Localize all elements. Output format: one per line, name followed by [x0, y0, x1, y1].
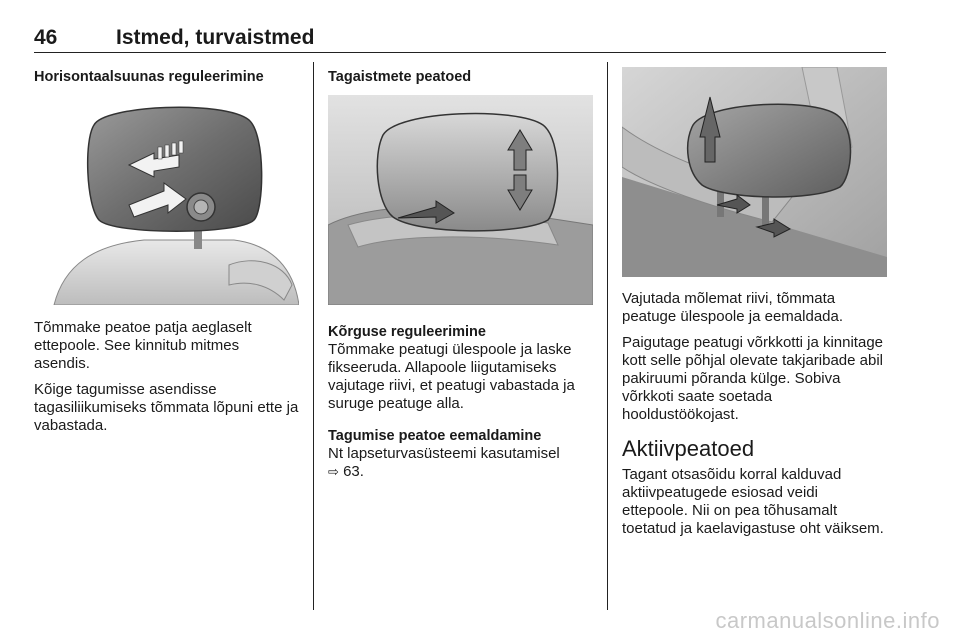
removal-text-content: Nt lapseturvasüsteemi kasutamisel	[328, 445, 560, 462]
page-header	[34, 24, 886, 53]
horizontal-adjust-text-2: Kõige tagumisse asendisse tagasiliikumiseks tõmmata lõpuni ette ja vabastada.	[34, 381, 299, 434]
watermark: carmanualsonline.info	[715, 608, 940, 633]
height-adjust-heading: Kõrguse reguleerimine	[328, 324, 486, 340]
storage-text: Paigutage peatugi võrkkotti ja kinnitage kott selle põhjal olevate takjaribade abil pakiruumi põranda külge. Sobiva võrkkoti saate soetada hooldustöökojast.	[622, 334, 884, 423]
headrest-horizontal-figure	[34, 95, 299, 305]
cross-reference-page[interactable]: 63.	[343, 463, 364, 480]
chapter-title: Istmed, turvaistmed	[116, 26, 315, 49]
column-divider-2	[607, 62, 608, 610]
removal-steps-text: Vajutada mõlemat riivi, tõmmata peatuge ülespoole ja eemaldada.	[622, 290, 844, 325]
column-divider-1	[313, 62, 314, 610]
page-number: 46	[34, 26, 58, 49]
rear-headrest-height-figure	[328, 95, 593, 305]
removal-text	[328, 445, 593, 482]
horizontal-adjust-text-1: Tõmmake peatoe patja aeglaselt ettepoole. See kinnitub mitmes asendis.	[34, 319, 252, 372]
column-2-text	[328, 323, 593, 482]
column-1-text	[34, 319, 299, 443]
column-3-text	[622, 290, 887, 546]
horizontal-adjust-heading: Horisontaalsuunas reguleerimine	[34, 69, 264, 85]
arrow-reference-icon: ⇨	[328, 465, 339, 480]
removal-heading: Tagumise peatoe eemaldamine	[328, 428, 542, 444]
column-1	[34, 68, 299, 86]
height-adjust-text: Tõmmake peatugi ülespoole ja laske fikseeruda. Allapoole liigutamiseks vajutage riivi, et peatugi vabastada ja suruge peatuge alla.	[328, 341, 575, 412]
column-2-heading	[328, 68, 593, 86]
rear-headrests-heading: Tagaistmete peatoed	[328, 69, 472, 85]
active-headrests-heading: Aktiivpeatoed	[622, 436, 755, 461]
active-headrests-text: Tagant otsasõidu korral kalduvad aktiivpeatugede esiosad veidi ettepoole. Nii on pea tõhusamalt toetatud ja kaelavigastuse oht väiksem.	[622, 466, 884, 537]
rear-headrest-removal-figure	[622, 67, 887, 277]
